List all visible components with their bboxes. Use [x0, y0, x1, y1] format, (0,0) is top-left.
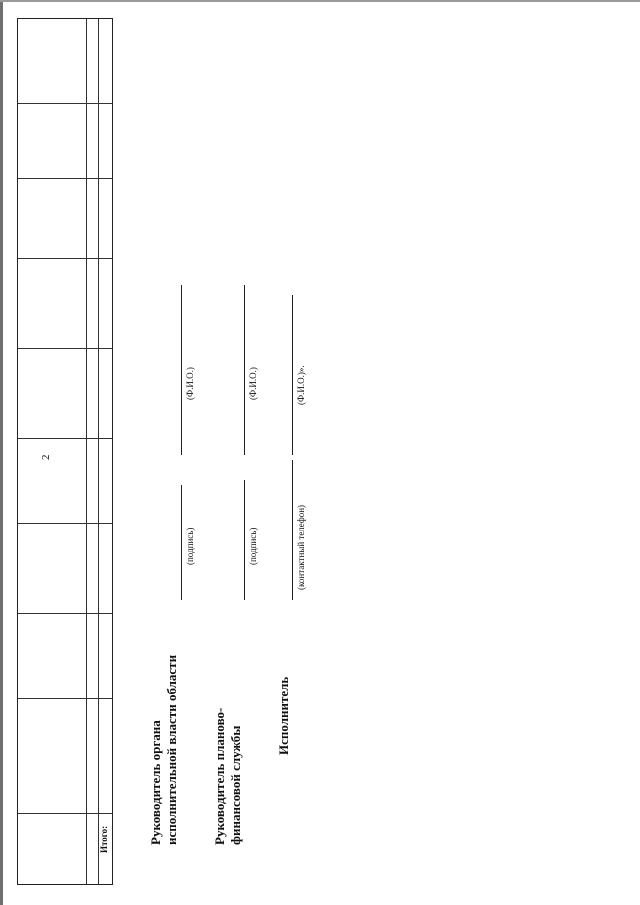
signer-3-phone-line — [292, 460, 293, 600]
signer-2-signature-line — [244, 480, 245, 600]
table-row-divider — [86, 19, 87, 884]
signer-2-signature-caption: (подпись) — [248, 527, 258, 565]
signer-1-signature-line — [181, 485, 182, 600]
total-label: Итого: — [99, 825, 109, 853]
page-number: 2 — [40, 454, 52, 460]
signer-2-name-caption: (Ф.И.О.) — [248, 367, 258, 400]
signer-1-title-line2: исполнительной власти области — [164, 654, 179, 845]
table-row-divider — [98, 19, 99, 884]
signer-2-title-line2: финансовой службы — [228, 725, 243, 845]
signer-3-phone-caption: (контактный телефон) — [296, 504, 306, 590]
signer-2-title-line1: Руководитель планово- — [212, 707, 227, 845]
summary-table — [17, 18, 113, 885]
signer-2-name-line — [244, 285, 245, 455]
signer-1-name-caption: (Ф.И.О.) — [185, 367, 195, 400]
signer-3-title: Исполнитель — [276, 676, 291, 755]
signer-1-name-line — [181, 285, 182, 455]
signer-3-name-caption: (Ф.И.О.)». — [296, 365, 306, 405]
signer-1-title-line1: Руководитель органа — [148, 720, 163, 845]
signer-1-signature-caption: (подпись) — [185, 527, 195, 565]
signer-3-name-line — [292, 295, 293, 455]
